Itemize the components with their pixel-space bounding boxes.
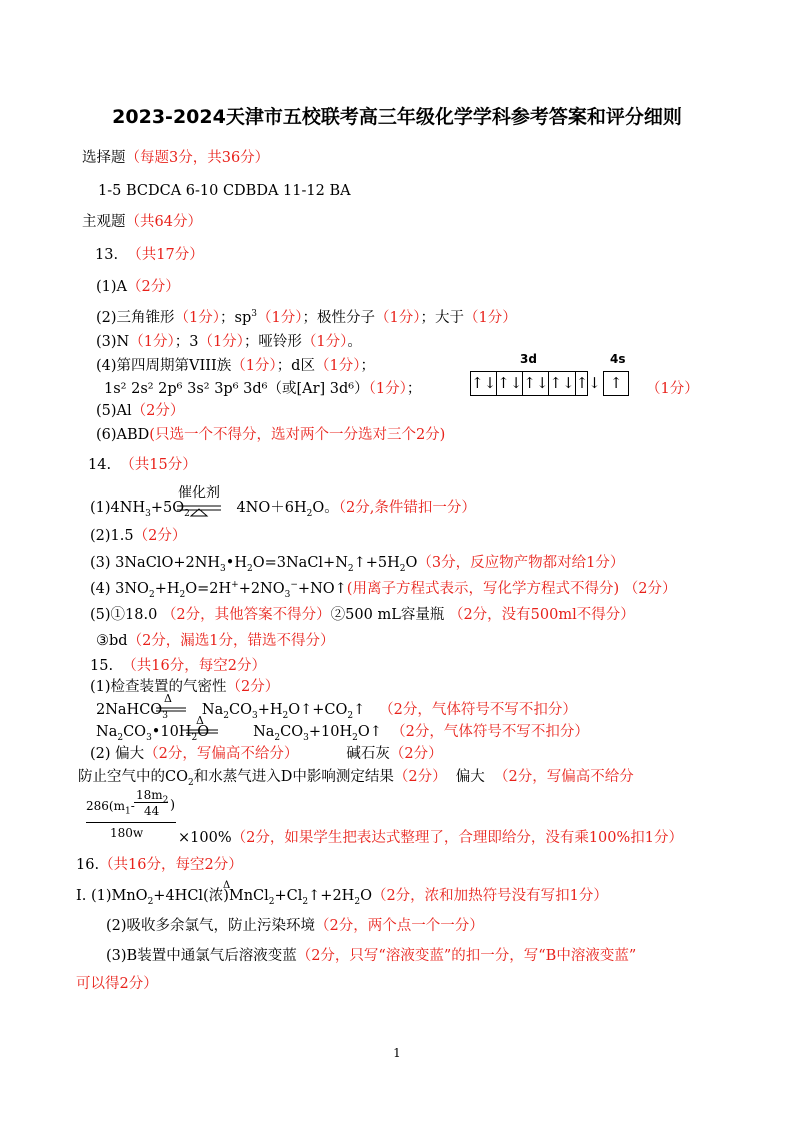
q16-2-answer: (2)吸收多余氯气，防止污染环境: [106, 918, 316, 934]
q14-score: （共15分）: [120, 457, 197, 473]
q13-number: 13.: [95, 247, 119, 263]
q16-2-score: （2分，两个点一个一分）: [315, 918, 484, 934]
q15-eq1-score: （2分，气体符号不写不扣分）: [379, 702, 577, 718]
q13-6-score: (只选一个不得分，选对两个一分选对三个2分): [149, 427, 446, 443]
orbital-3d-label: 3d: [520, 352, 537, 366]
q13-config-sep: ；: [406, 381, 422, 397]
q15-answer-d: 和水蒸气进入D中影响测定结果: [193, 769, 394, 785]
q14-header: [88, 455, 197, 475]
fraction-denominator: 180w: [110, 826, 144, 840]
q13-line3: [96, 332, 362, 352]
q14-line2: [90, 526, 186, 546]
delta-symbol: Δ: [196, 714, 204, 727]
fraction-numerator: $286(m_1-$: [86, 799, 135, 817]
q13-6-answer: (6)ABD: [96, 427, 150, 443]
q14-2-score: （2分）: [133, 528, 187, 544]
q15-line3: $Na_2CO_3•10H_2O$ $Na_2CO_3+10H_2O↑$ （2分，气体符号不写不扣分）: [96, 724, 589, 743]
sub-label: 主观题: [82, 214, 126, 230]
reaction-arrow-catalyst: [177, 500, 221, 518]
q15-eq2-score: （2分，气体符号不写不扣分）: [391, 724, 589, 740]
q15-eq2-e: Na: [253, 724, 275, 740]
orbital-diagram: [470, 352, 630, 400]
q16-eq-c: MnCl: [228, 888, 269, 904]
q14-4-eq-d: +2NO: [238, 581, 285, 597]
mc-answers: 1-5 BCDCA 6-10 CDBDA 11-12 BA: [98, 183, 351, 199]
delta-symbol: Δ: [223, 880, 231, 891]
q15-eq2-f: CO: [280, 724, 304, 740]
q15-line6: [178, 828, 683, 848]
q15-eq2-g: +10H: [308, 724, 353, 740]
mc-section: [82, 148, 269, 168]
q16-1-score: （2分，浓和加热符号没有写扣1分）: [371, 888, 608, 904]
q13-1-score: （2分）: [127, 279, 180, 295]
fraction-expression: $286(m_1-$ $18m_2$ 44 ) 180w: [86, 788, 176, 840]
q15-eq2-b: CO: [123, 724, 147, 740]
q13-score: （共17分）: [127, 247, 204, 263]
q13-line6: [96, 401, 184, 421]
q16-line1: I. (1)MnO$_2$+4HCl(浓)$MnCl_2+Cl_2↑+2H_2O(2$分，浓和加热符号没有写扣1分）: [76, 888, 608, 907]
q15-line1: [90, 677, 279, 697]
q14-5-answer-c: ③bd: [96, 633, 128, 649]
q13-3-period: 。: [347, 334, 362, 350]
orbital-3d-box: ↑↓: [549, 372, 575, 395]
q13-2-answer-c: ；极性分子: [302, 310, 375, 326]
q15-line4: [90, 744, 443, 764]
q14-line3: (3) $3NaClO+2NH_3•H_2O=3NaCl+N_2↑+5H_2O(3$分，反应物产物都对给1分）: [90, 555, 625, 574]
q16-score: （共16分，每空2分）: [99, 857, 243, 873]
q14-line5: [90, 605, 635, 625]
fraction-inner-num: $18m_2$: [136, 788, 169, 806]
q14-4-eq-c: O=2H: [185, 581, 232, 597]
q15-eq1-b: Na: [201, 702, 224, 718]
q16-line4: 可以得2分）: [76, 976, 158, 992]
q13-line2: [96, 308, 517, 328]
q13-line4: [96, 356, 375, 376]
q16-eq-a: I. (1)MnO: [76, 888, 148, 904]
q13-3-score-b: （1分）: [198, 334, 244, 350]
q15-score: （共16分，每空2分）: [122, 658, 266, 674]
q15-eq2-a: Na: [96, 724, 118, 740]
q14-4-score: (用离子方程式表示，写化学方程式不得分) （2分）: [346, 581, 677, 597]
q14-1-eq-d: O。: [312, 500, 339, 516]
q16-header: [76, 855, 243, 875]
q13-4-answer-a: (4)第四周期第VIII族: [96, 358, 232, 374]
q15-line2: 2NaHCO$_3$ $Na_2CO_3+H_2O↑+CO_2↑$ （2分，气体符号不写不扣分）: [96, 702, 577, 721]
q15-eq2-d: O: [197, 724, 210, 740]
q16-3-score: （2分，只写“溶液变蓝”的扣一分，写“B中溶液变蓝”: [296, 948, 637, 964]
q13-3-answer-c: ；哑铃形: [243, 334, 302, 350]
mc-label: 选择题: [82, 150, 126, 166]
q14-5-answer-b: ②500 mL容量瓶: [330, 607, 445, 623]
sub-score: （共64分）: [125, 214, 202, 230]
q16-line2: [106, 916, 484, 936]
q13-2-score-c: （1分）: [374, 310, 421, 326]
q16-3-answer: (3)B装置中通氯气后溶液变蓝: [106, 948, 297, 964]
q13-orbital-score: （1分）: [646, 381, 699, 397]
orbital-3d-box: ↑↓: [471, 372, 497, 395]
q15-percent: ×100%: [178, 830, 232, 846]
q15-2-answer-b: 碱石灰: [346, 746, 390, 762]
q14-1-score: （2分,条件错扣一分）: [338, 500, 476, 516]
q14-4-eq-e: +NO↑: [297, 581, 347, 597]
q15-2-answer-a: (2) 偏大: [90, 746, 145, 762]
q13-4-answer-b: ；d区: [276, 358, 315, 374]
q13-3-score-a: （1分）: [129, 334, 175, 350]
fraction-minus: -: [130, 799, 135, 813]
fraction-inner-num-text: 18m: [136, 788, 163, 802]
q15-eq1-c: CO: [229, 702, 252, 718]
q14-4-eq-b: +H: [154, 581, 180, 597]
q14-3-eq-b: •H: [225, 555, 247, 571]
page-title: 2023-2024天津市五校联考高三年级化学学科参考答案和评分细则: [112, 106, 682, 128]
q15-answer-e: 偏大: [455, 769, 485, 785]
q13-line7: [96, 425, 445, 445]
orbital-3d-box: ↑↓: [523, 372, 549, 395]
q13-3-answer-b: ；3: [174, 334, 199, 350]
q16-line3: [106, 946, 636, 966]
q15-answer-c: 防止空气中的CO: [78, 769, 188, 785]
q14-3-eq-e: O: [405, 555, 418, 571]
q16-eq-b: +4HCl(浓): [153, 888, 229, 904]
q15-score-e: （2分，写偏高不给分: [494, 769, 634, 785]
q15-eq1-f: ↑: [353, 702, 366, 718]
q14-3-eq-c: O=3NaCl+N: [252, 555, 348, 571]
q15-2-score-b: （2分）: [389, 746, 443, 762]
orbital-3d-box: ↑↓: [497, 372, 523, 395]
q13-3-score-c: （1分）: [301, 334, 348, 350]
mc-score: （每题3分，共36分）: [125, 150, 270, 166]
q15-1-answer: (1)检查装置的气密性: [90, 679, 227, 695]
q14-5-score-b: （2分，没有500ml不得分）: [448, 607, 635, 623]
q14-line1: $(1)4NH_3+5O_2$ $4NO+6H_2O$。（2分,条件错扣一分）: [90, 500, 476, 519]
q15-1-score: （2分）: [226, 679, 280, 695]
q14-number: 14.: [88, 457, 112, 473]
q13-2-answer-d: ；大于: [420, 310, 464, 326]
q14-5-answer-a: (5)①18.0: [90, 607, 158, 623]
q15-score-c: （2分）: [393, 769, 447, 785]
q15-eq1-a: 2NaHCO: [96, 702, 163, 718]
q15-percent-score: （2分，如果学生把表达式整理了，合理即给分，没有乘100%扣1分）: [231, 830, 684, 846]
q13-header: [95, 245, 204, 265]
q13-4-score-a: （1分）: [231, 358, 277, 374]
fraction-inner-den: 44: [144, 804, 160, 818]
page-number: 1: [393, 1046, 401, 1060]
orbital-4s-box: ↑: [603, 371, 629, 396]
q15-eq2-h: O↑: [357, 724, 382, 740]
q15-eq2-c: •10H: [151, 724, 192, 740]
orbital-3d-boxes: [470, 371, 601, 396]
q16-eq-f: O: [360, 888, 372, 904]
q14-3-score: （3分，反应物产物都对给1分）: [417, 555, 625, 571]
q16-eq-e: ↑+2H: [308, 888, 355, 904]
q15-number: 15.: [90, 658, 114, 674]
q13-config: 1s² 2s² 2p⁶ 3s² 3p⁶ 3d⁶（或[Ar] 3d⁶）: [104, 381, 369, 397]
q13-5-score: （2分）: [131, 403, 185, 419]
q14-1-eq-a: (1)4NH: [90, 500, 146, 516]
q14-3-eq-a: (3) 3NaClO+2NH: [90, 555, 221, 571]
q13-line5: [104, 379, 421, 399]
q16-number: 16.: [76, 857, 100, 873]
q13-4-sep: ；: [360, 358, 375, 374]
q14-line4: (4) $3NO_2+H_2O=2H^++2NO_3^-+NO↑$(用离子方程式表示，写化学方程式不得分) （2分）: [90, 580, 677, 600]
q14-1-eq-c: 4NO＋6H: [236, 500, 307, 516]
orbital-4s-label: 4s: [610, 352, 626, 366]
q14-3-eq-d: ↑+5H: [353, 555, 400, 571]
q14-5-score-c: （2分，漏选1分，错选不得分）: [127, 633, 335, 649]
q15-eq1-e: O↑+CO: [288, 702, 348, 718]
q13-2-answer-b: ；sp: [220, 310, 252, 326]
q13-4-score-b: （1分）: [314, 358, 361, 374]
sub-section: [82, 212, 202, 232]
q14-4-eq-a: (4) 3NO: [90, 581, 149, 597]
q14-1-eq-b: +5O: [150, 500, 185, 516]
q14-line6: [96, 631, 335, 651]
orbital-3d-box: ↑↓: [575, 374, 601, 392]
q15-line5: 防止空气中的$CO_2$和水蒸气进入D中影响测定结果（2分） 偏大 （2分，写偏高不给分: [78, 769, 634, 788]
q13-1-answer: (1)A: [96, 279, 128, 295]
q13-2-answer-a: (2)三角锥形: [96, 310, 175, 326]
q15-eq1-d: +H: [257, 702, 283, 718]
fraction-num-text: 286(m: [86, 799, 125, 813]
q15-2-score-a: （2分，写偏高不给分）: [144, 746, 299, 762]
q15-header: [90, 656, 266, 676]
q13-config-score: （1分）: [368, 381, 407, 397]
q14-5-score-a: （2分，其他答案不得分）: [161, 607, 331, 623]
q13-2-sup: 3: [251, 309, 257, 320]
q13-5-answer: (5)Al: [96, 403, 132, 419]
q13-2-score-d: （1分）: [463, 310, 517, 326]
q13-2-score-b: （1分）: [257, 310, 303, 326]
q16-eq-d: +Cl: [274, 888, 303, 904]
q13-line1: [96, 277, 180, 297]
catalyst-label: 催化剂: [178, 485, 220, 501]
q13-2-score-a: （1分）: [174, 310, 221, 326]
delta-symbol: Δ: [164, 692, 172, 705]
q13-3-answer-a: (3)N: [96, 334, 130, 350]
q14-2-answer: (2)1.5: [90, 528, 134, 544]
